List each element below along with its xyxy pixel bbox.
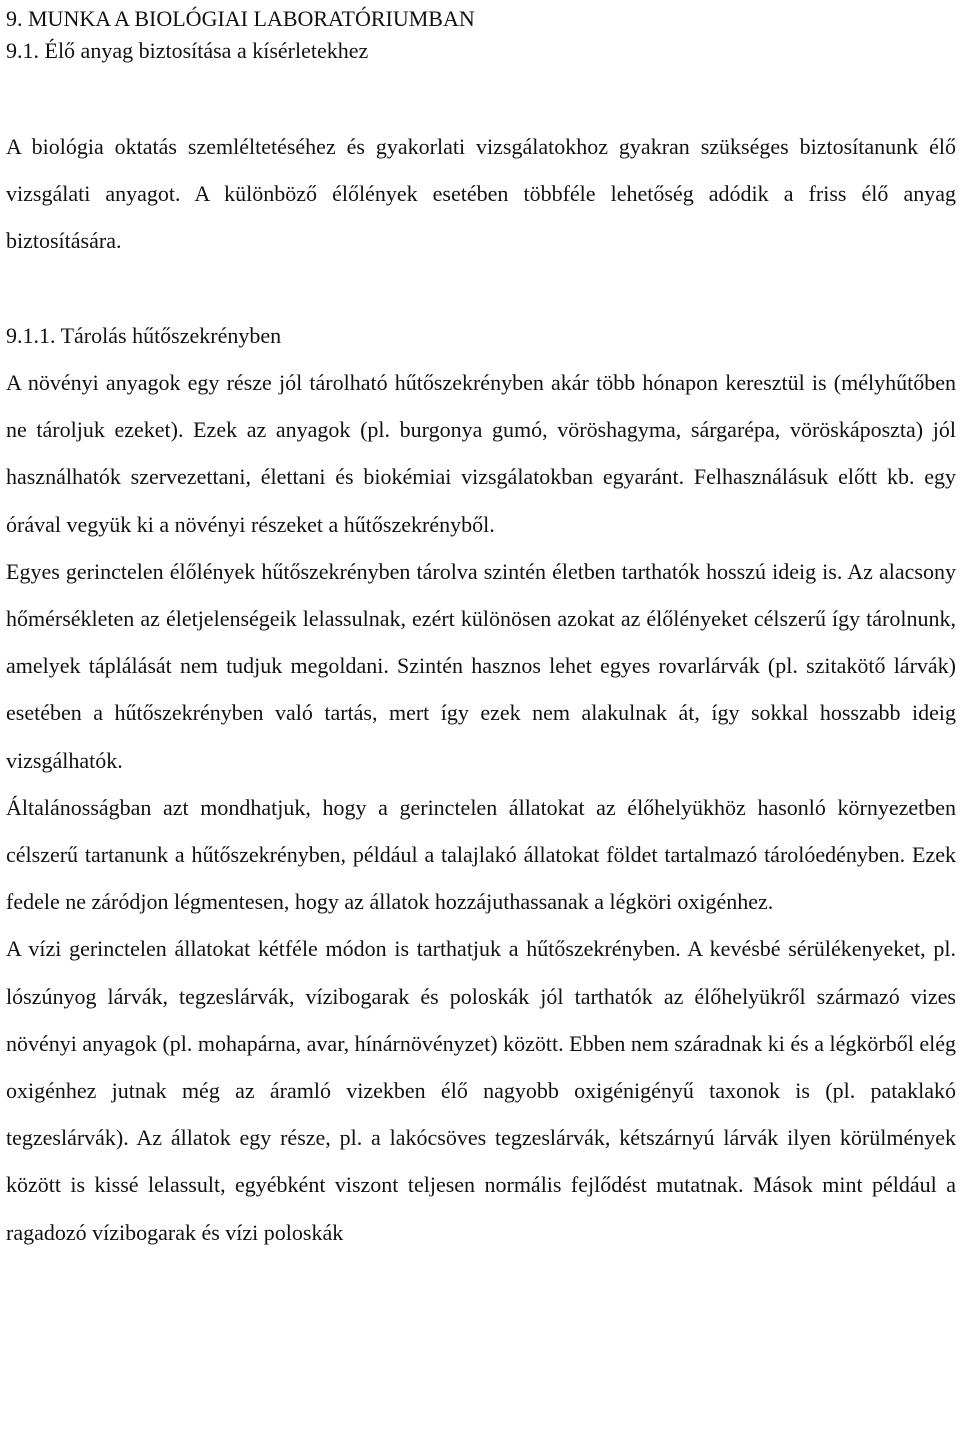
section-title: 9.1. Élő anyag biztosítása a kísérletekhez [6,38,369,63]
intro-block [6,123,956,265]
subsection-title: 9.1.1. Tárolás hűtőszekrényben [6,323,282,348]
main-text [6,359,956,1256]
intro-paragraph: A biológia oktatás szemléltetéséhez és gyakorlati vizsgálatokhoz gyakran szükséges biztosítanunk élő vizsgálati anyagot. A különböző élőlények esetében többféle lehetőség adódik a friss élő anyag biztosítására. [6,134,956,254]
subsection-heading-block [6,312,956,359]
chapter-title: 9. MUNKA A BIOLÓGIAI LABORATÓRIUMBAN [6,6,475,31]
paragraph: Általánosságban azt mondhatjuk, hogy a gerinctelen állatokat az élőhelyükhöz hasonló környezetben célszerű tartanunk a hűtőszekrényben, például a talajlakó állatokat földet tartalmazó tárolóedényben. Ezek fedele ne záródjon légmentesen, hogy az állatok hozzájuthassanak a légköri oxigénhez. [6,794,956,915]
paragraph: A vízi gerinctelen állatokat kétféle módon is tarthatjuk a hűtőszekrényben. A kevésbé sérülékenyeket, pl. lószúnyog lárvák, tegzeslárvák, vízibogarak és poloskák jól tarthatók az élőhelyükről származó vizes növényi anyagok (pl. mohapárna, avar, hínárnövényzet) között. Ebben nem száradnak ki és a légkörből elég oxigénhez jutnak még az áramló vizekben élő nagyobb oxigénigényű taxonok is (pl. pataklakó tegzeslárvák). Az állatok egy része, pl. a lakócsöves tegzeslárvák, kétszárnyú lárvák ilyen körülmények között is kissé lelassult, egyébként viszont teljesen normális fejlődést mutatnak. Mások mint például a ragadozó vízibogarak és vízi poloskák [6,936,956,1245]
paragraph: A növényi anyagok egy része jól tárolható hűtőszekrényben akár több hónapon keresztül is (mélyhűtőben ne tároljuk ezeket). Ezek az anyagok (pl. burgonya gumó, vöröshagyma, sárgarépa, vöröskáposzta) jól használhatók szervezettani, élettani és biokémiai vizsgálatokban egyaránt. Felhasználásuk előtt kb. egy órával vegyük ki a növényi részeket a hűtőszekrényből. [6,370,956,537]
paragraph: Egyes gerinctelen élőlények hűtőszekrényben tárolva szintén életben tarthatók hosszú ideig is. Az alacsony hőmérsékleten az életjelenségeik lelassulnak, ezért különösen azokat az élőlényeket célszerű így tárolnunk, amelyek táplálását nem tudjuk megoldani. Szintén hasznos lehet egyes rovarlárvák (pl. szitakötő lárvák) esetében a hűtőszekrényben való tartás, mert így ezek nem alakulnak át, így sokkal hosszabb ideig vizsgálhatók. [6,558,956,773]
